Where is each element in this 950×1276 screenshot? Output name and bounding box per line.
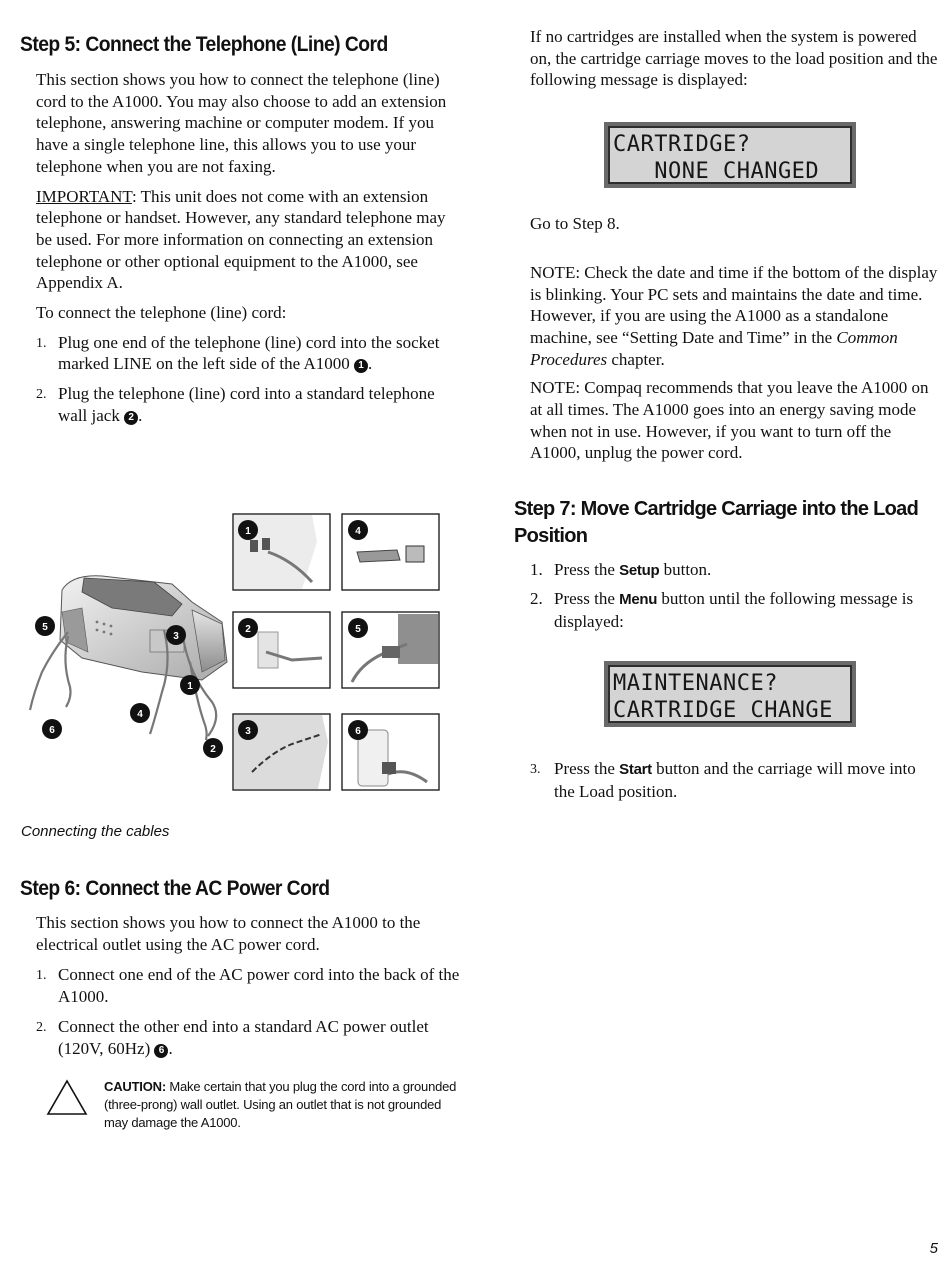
callout-4-inset: 4	[355, 526, 361, 537]
note-date-time: NOTE: Check the date and time if the bottom of the display is blinking. Your PC sets and maintains the date and time. However, if you are using the A1000 as a standalone machine, see “Setting Date and Time” in the Common Procedures chapter.	[530, 262, 938, 369]
caution-label: CAUTION:	[104, 1079, 166, 1095]
lcd-line-1: MAINTENANCE?	[613, 671, 778, 697]
caution-text: Make certain that you plug the cord into a grounded (three-prong) wall outlet. Using an outlet that is not grounded may damage the A1000.	[104, 1079, 457, 1131]
goto-step8: Go to Step 8.	[530, 214, 620, 234]
callout-5: 5	[42, 622, 48, 633]
step6-section	[20, 875, 460, 1132]
step6-heading: Step 6: Connect the AC Power Cord	[20, 877, 330, 900]
list-item: 1. Plug one end of the telephone (line) cord into the socket marked LINE on the left side of the A1000 1 .	[36, 332, 440, 374]
callout-4: 4	[137, 709, 143, 720]
step7-heading: Step 7: Move Cartridge Carriage into the Load Position	[514, 498, 919, 548]
callout-marker: 2	[124, 411, 138, 425]
callout-1-inset: 1	[245, 526, 251, 537]
menu-button-label: Menu	[619, 590, 658, 608]
fax-machine-illustration	[22, 512, 442, 794]
fax-machine	[60, 576, 227, 680]
step5-important	[36, 186, 460, 295]
lcd-display-maintenance	[604, 661, 856, 727]
step5-list	[20, 332, 460, 427]
step5-to-connect: To connect the telephone (line) cord:	[36, 303, 287, 323]
list-item: 1. Press the Setup button.	[530, 560, 712, 580]
list-item: 2. Press the Menu button until the following message is displayed:	[530, 588, 914, 631]
note-label: NOTE	[530, 262, 576, 282]
step5-intro: This section shows you how to connect the telephone (line) cord to the A1000. You may also choose to add an extension telephone, answering machine or computer modem. If you have a single telephone line, this allows you to use your telephone when you are not faxing.	[36, 70, 447, 176]
figure-caption: Connecting the cables	[21, 823, 170, 840]
list-item: 3. Press the Start button and the carriage will move into the Load position.	[530, 759, 916, 801]
step6-intro: This section shows you how to connect the A1000 to the electrical outlet using the AC power cord.	[36, 913, 421, 954]
caution-box	[20, 1078, 460, 1132]
page-number: 5	[929, 1240, 938, 1257]
list-item: 2. Plug the telephone (line) cord into a standard telephone wall jack 2 .	[36, 384, 435, 425]
right-column	[514, 26, 939, 803]
callout-marker: 1	[354, 359, 368, 373]
callout-2: 2	[210, 744, 216, 755]
list-item: 2. Connect the other end into a standard AC power outlet (120V, 60Hz) 6 .	[36, 1016, 429, 1058]
step5-heading: Step 5: Connect the Telephone (Line) Cord	[20, 33, 388, 56]
callout-2-inset: 2	[245, 624, 251, 635]
important-label: IMPORTANT	[36, 186, 132, 206]
warning-triangle-icon	[46, 1078, 88, 1116]
no-cartridge-text: If no cartridges are installed when the system is powered on, the cartridge carriage moves to the load position and the following message is displayed:	[530, 27, 938, 90]
lcd-display-cartridge	[604, 122, 856, 188]
callout-3: 3	[173, 631, 179, 642]
step6-list	[20, 964, 460, 1059]
step7-list	[514, 559, 939, 632]
list-item: 1. Connect one end of the AC power cord into the back of the A1000.	[36, 965, 460, 1007]
important-text: : This unit does not come with an extension telephone or handset. However, any standard telephone may be used. For more information on connecting an extension telephone or other optional equipment to the A1000, see Appendix A.	[36, 186, 446, 293]
callout-1: 1	[187, 681, 193, 692]
cables-figure	[22, 512, 442, 794]
start-button-label: Start	[619, 761, 652, 779]
lcd-line-1: CARTRIDGE?	[613, 132, 751, 158]
note-energy: NOTE: Compaq recommends that you leave the A1000 on at all times. The A1000 goes into an energy saving mode when not in use. However, if you want to turn off the A1000, unplug the power cord.	[530, 378, 929, 463]
setup-button-label: Setup	[619, 562, 660, 580]
lcd-line-2: NONE CHANGED	[613, 159, 820, 185]
note-label: NOTE	[530, 378, 576, 398]
callout-6: 6	[49, 725, 55, 736]
callout-6-inset: 6	[355, 726, 361, 737]
callout-marker: 6	[154, 1044, 168, 1058]
left-column	[20, 28, 460, 427]
step7-list-cont	[514, 758, 939, 802]
callout-3-inset: 3	[245, 726, 251, 737]
callout-5-inset: 5	[355, 624, 361, 635]
lcd-line-2: CARTRIDGE CHANGE	[613, 698, 833, 724]
